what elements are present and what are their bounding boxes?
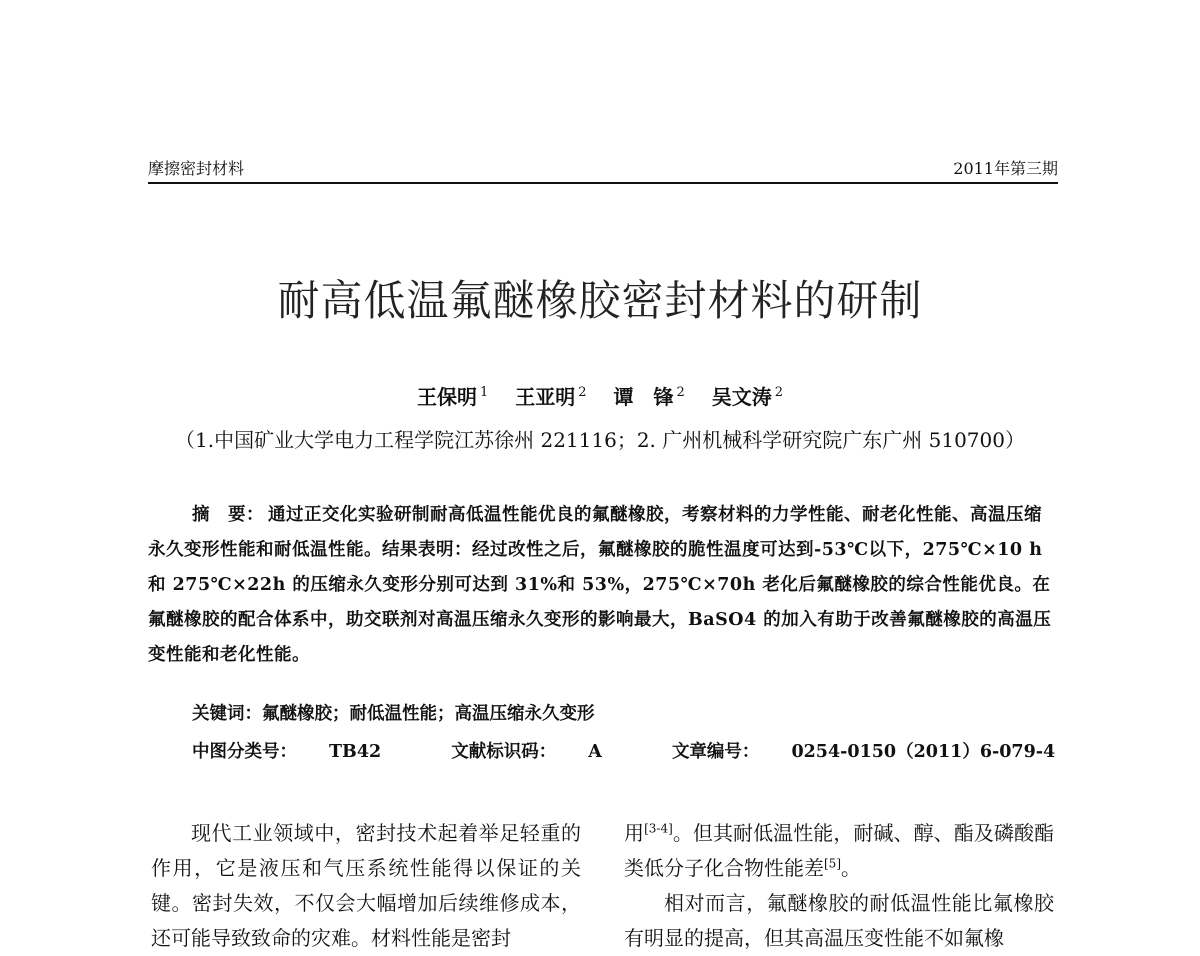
citation-ref: [3-4] <box>644 821 673 836</box>
running-header <box>148 150 1058 184</box>
keywords-label: 关键词： <box>192 704 262 724</box>
article-number: 文章编号： 0254-0150（2011）6-079-4 <box>671 742 1056 762</box>
affiliations: （1.中国矿业大学电力工程学院江苏徐州 221116；2. 广州机械科学研究院广东广州 510700） <box>175 428 1025 452</box>
author: 王保明 $^1$ <box>416 385 489 409</box>
body-paragraph: 用[3-4]。但其耐低温性能，耐碱、醇、酯及磷酸酯类低分子化合物性能差[5]。 <box>624 821 1055 880</box>
author-list <box>0 381 1200 410</box>
author: 吴文涛 $^2$ <box>711 385 784 409</box>
author: 王亚明 $^2$ <box>515 385 587 409</box>
issue-label: 2011年第三期 <box>953 159 1058 178</box>
keywords <box>192 700 595 725</box>
abstract-label: 摘 要： <box>192 505 264 525</box>
keywords-text: 氟醚橡胶；耐低温性能；高温压缩永久变形 <box>262 704 595 724</box>
author: 谭 锋 $^2$ <box>613 385 685 409</box>
body-paragraph: 相对而言，氟醚橡胶的耐低温性能比氟橡胶有明显的提高，但其高温压变性能不如氟橡 <box>624 891 1054 950</box>
body-column-right <box>624 816 1054 956</box>
abstract <box>148 498 1058 673</box>
abstract-text: 通过正交化实验研制耐高低温性能优良的氟醚橡胶，考察材料的力学性能、耐老化性能、高温压缩永久变形性能和耐低温性能。结果表明：经过改性之后，氟醚橡胶的脆性温度可达到-53℃以下，275℃×10 h 和 275℃×22h 的压缩永久变形分别可达到 31%和 53%，275℃×70h 老化后氟醚橡胶的综合性能优良。在氟醚橡胶的配合体系中，助交联剂对高温压缩永久变形的影响最大，BaSO4 的加入有助于改善氟醚橡胶的高温压变性能和老化性能。 <box>148 505 1052 665</box>
journal-name: 摩擦密封材料 <box>148 159 245 178</box>
doc-code: 文献标识码： A <box>451 742 602 762</box>
citation-ref: [5] <box>824 856 841 871</box>
clc-code: 中图分类号： TB42 <box>192 742 382 762</box>
body-column-left <box>151 816 581 956</box>
paper-title: 耐高低温氟醚橡胶密封材料的研制 <box>277 276 923 325</box>
classification-line <box>192 738 1119 763</box>
body-paragraph: 现代工业领域中，密封技术起着举足轻重的作用，它是液压和气压系统性能得以保证的关键。密封失效，不仅会大幅增加后续维修成本，还可能导致致命的灾难。材料性能是密封 <box>151 821 581 950</box>
